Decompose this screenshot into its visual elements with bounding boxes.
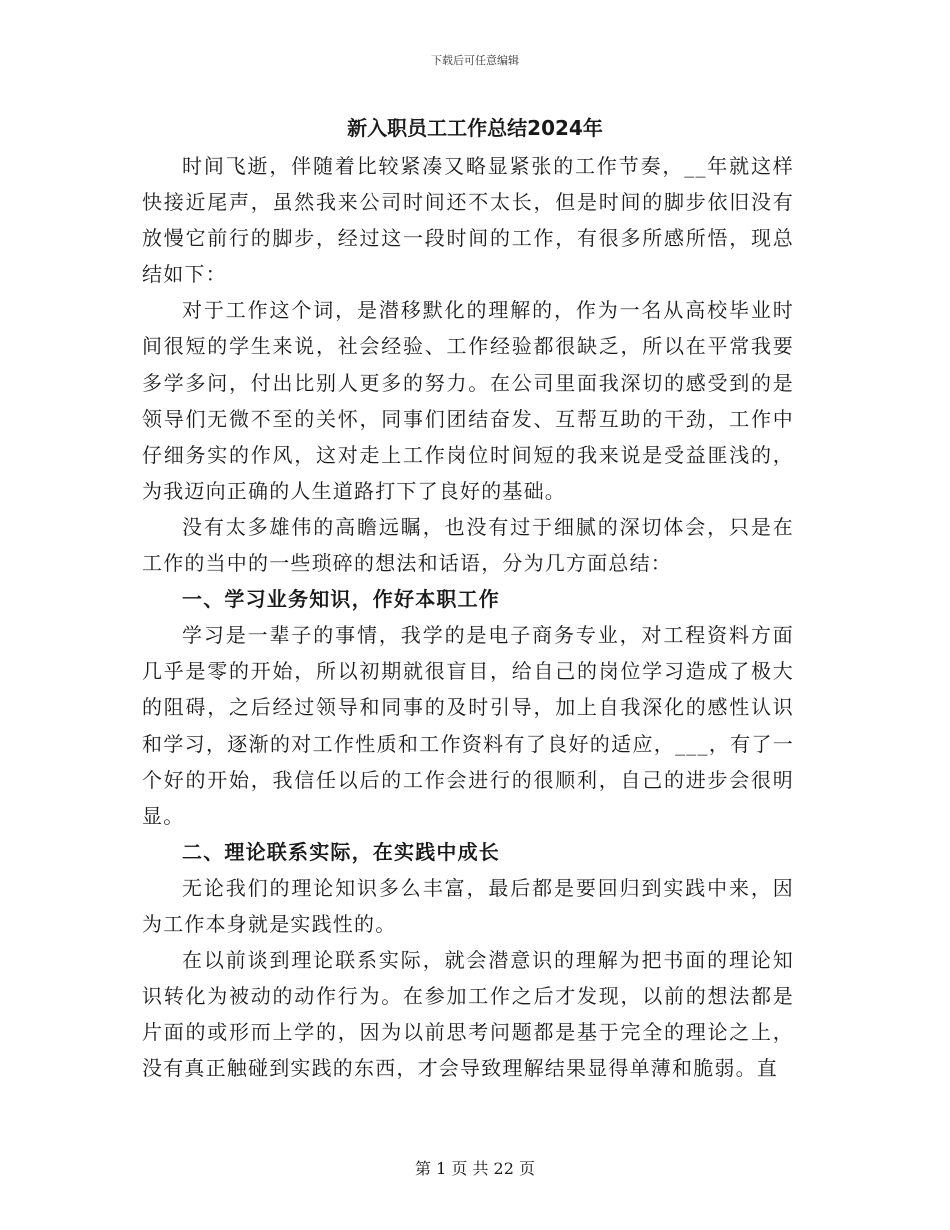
document-body <box>142 148 794 1086</box>
paragraph-practice: 无论我们的理论知识多么丰富，最后都是要回归到实践中来，因为工作本身就是实践性的。 <box>142 875 794 936</box>
page-footer: 第 1 页 共 22 页 <box>415 1159 535 1178</box>
section-heading-2: 二、理论联系实际，在实践中成长 <box>182 839 500 864</box>
paragraph-learning: 学习是一辈子的事情，我学的是电子商务专业，对工程资料方面几乎是零的开始，所以初期就很盲目，给自己的岗位学习造成了极大的阻碍，之后经过领导和同事的及时引导，加上自我深化的感性认识和学习，逐渐的对工作性质和工作资料有了良好的适应，___，有了一个好的开始，我信任以后的工作会进行的很顺利，自己的进步会很明显。 <box>142 623 794 828</box>
document-title: 新入职员工工作总结2024年 <box>347 116 603 140</box>
page-header: 下载后可任意编辑 <box>431 54 519 67</box>
paragraph-theory-practice: 在以前谈到理论联系实际，就会潜意识的理解为把书面的理论知识转化为被动的动作行为。在参加工作之后才发现，以前的想法都是片面的或形而上学的，因为以前思考问题都是基于完全的理论之上，没有真正触碰到实践的东西，才会导致理解结果显得单薄和脆弱。直 <box>142 948 794 1081</box>
paragraph-work-understanding: 对于工作这个词，是潜移默化的理解的，作为一名从高校毕业时间很短的学生来说，社会经验、工作经验都很缺乏，所以在平常我要多学多问，付出比别人更多的努力。在公司里面我深切的感受到的是领导们无微不至的关怀，同事们团结奋发、互帮互助的干劲，工作中仔细务实的作风，这对走上工作岗位时间短的我来说是受益匪浅的，为我迈向正确的人生道路打下了良好的基础。 <box>142 298 794 503</box>
paragraph-intro: 时间飞逝，伴随着比较紧凑又略显紧张的工作节奏，__年就这样快接近尾声，虽然我来公司时间还不太长，但是时间的脚步依旧没有放慢它前行的脚步，经过这一段时间的工作，有很多所感所悟，现总结如下： <box>142 154 794 287</box>
paragraph-summary-lead: 没有太多雄伟的高瞻远瞩，也没有过于细腻的深切体会，只是在工作的当中的一些琐碎的想法和话语，分为几方面总结： <box>142 514 794 576</box>
section-heading-1: 一、学习业务知识，作好本职工作 <box>182 587 500 612</box>
